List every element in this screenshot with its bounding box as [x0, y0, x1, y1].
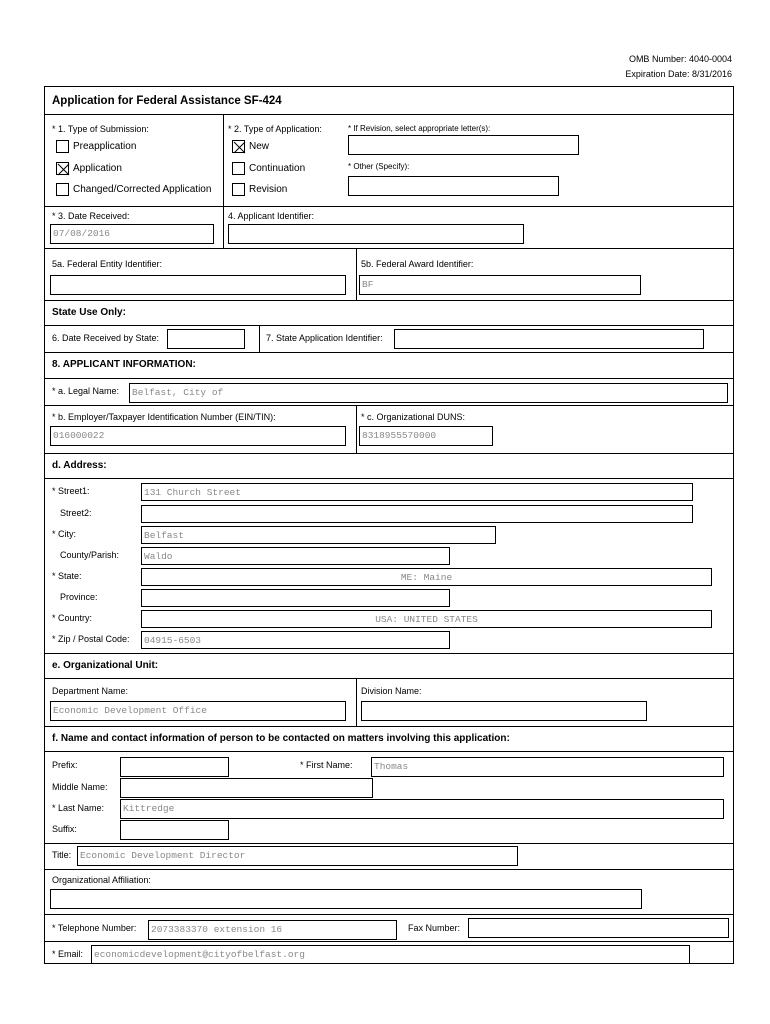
expiration-date: Expiration Date: 8/31/2016	[625, 69, 732, 79]
country-select[interactable]: USA: UNITED STATES	[141, 610, 712, 628]
duns-input[interactable]: 8318955570000	[359, 426, 493, 446]
affiliation-input[interactable]	[50, 889, 642, 909]
federal-entity-label: 5a. Federal Entity Identifier:	[52, 259, 163, 269]
other-specify-input[interactable]	[348, 176, 559, 196]
department-label: Department Name:	[52, 686, 129, 696]
middle-name-input[interactable]	[120, 778, 373, 798]
country-label: * Country:	[52, 613, 93, 623]
ein-input[interactable]: 016000022	[50, 426, 346, 446]
province-label: Province:	[60, 592, 98, 602]
federal-award-label: 5b. Federal Award Identifier:	[361, 259, 474, 269]
last-name-label: * Last Name:	[52, 803, 105, 813]
applicant-identifier-label: 4. Applicant Identifier:	[228, 211, 315, 221]
revision-checkbox[interactable]	[232, 183, 245, 196]
changed-corrected-checkbox[interactable]	[56, 183, 69, 196]
state-app-id-input[interactable]	[394, 329, 704, 349]
date-received-label: * 3. Date Received:	[52, 211, 130, 221]
prefix-input[interactable]	[120, 757, 229, 777]
sf424-form	[44, 86, 734, 964]
address-heading: d. Address:	[52, 460, 107, 471]
street1-input[interactable]: 131 Church Street	[141, 483, 693, 501]
date-by-state-label: 6. Date Received by State:	[52, 333, 160, 343]
submission-type-label: * 1. Type of Submission:	[52, 124, 149, 134]
prefix-label: Prefix:	[52, 760, 78, 770]
form-title: Application for Federal Assistance SF-424	[52, 95, 282, 107]
legal-name-label: * a. Legal Name:	[52, 386, 120, 396]
revision-letter-input[interactable]	[348, 135, 579, 155]
continuation-label: Continuation	[249, 163, 306, 174]
zip-input[interactable]: 04915-6503	[141, 631, 450, 649]
email-label: * Email:	[52, 949, 84, 959]
new-label: New	[249, 141, 270, 152]
suffix-label: Suffix:	[52, 824, 77, 834]
other-specify-label: * Other (Specify):	[348, 162, 410, 171]
application-type-label: * 2. Type of Application:	[228, 124, 322, 134]
preapplication-label: Preapplication	[73, 141, 137, 152]
street2-label: Street2:	[60, 508, 92, 518]
province-input[interactable]	[141, 589, 450, 607]
city-label: * City:	[52, 529, 77, 539]
contact-heading: f. Name and contact information of person to be contacted on matters involving this application:	[52, 733, 510, 744]
fax-label: Fax Number:	[408, 923, 461, 933]
street2-input[interactable]	[141, 505, 693, 523]
title-label: Title:	[52, 850, 72, 860]
federal-entity-input[interactable]	[50, 275, 346, 295]
first-name-label: * First Name:	[300, 760, 353, 770]
fax-input[interactable]	[468, 918, 729, 938]
email-input[interactable]: economicdevelopment@cityofbelfast.org	[91, 945, 690, 964]
state-app-id-label: 7. State Application Identifier:	[266, 333, 383, 343]
application-label: Application	[73, 163, 122, 174]
county-label: County/Parish:	[60, 550, 120, 560]
applicant-info-heading: 8. APPLICANT INFORMATION:	[52, 359, 196, 370]
affiliation-label: Organizational Affiliation:	[52, 875, 151, 885]
department-input[interactable]: Economic Development Office	[50, 701, 346, 721]
first-name-input[interactable]: Thomas	[371, 757, 724, 777]
state-label: * State:	[52, 571, 82, 581]
zip-label: * Zip / Postal Code:	[52, 634, 130, 644]
telephone-label: * Telephone Number:	[52, 923, 137, 933]
suffix-input[interactable]	[120, 820, 229, 840]
federal-award-input[interactable]: BF	[359, 275, 641, 295]
preapplication-checkbox[interactable]	[56, 140, 69, 153]
legal-name-input[interactable]: Belfast, City of	[129, 383, 728, 403]
last-name-input[interactable]: Kittredge	[120, 799, 724, 819]
middle-name-label: Middle Name:	[52, 782, 108, 792]
applicant-identifier-input[interactable]	[228, 224, 524, 244]
revision-label: Revision	[249, 184, 288, 195]
title-input[interactable]: Economic Development Director	[77, 846, 518, 866]
telephone-input[interactable]: 2073383370 extension 16	[148, 920, 397, 940]
county-input[interactable]: Waldo	[141, 547, 450, 565]
application-checkbox[interactable]	[56, 162, 69, 175]
date-received-input[interactable]: 07/08/2016	[50, 224, 214, 244]
org-unit-heading: e. Organizational Unit:	[52, 660, 159, 671]
continuation-checkbox[interactable]	[232, 162, 245, 175]
checked-x-icon	[57, 163, 70, 176]
date-by-state-input[interactable]	[167, 329, 245, 349]
changed-corrected-label: Changed/Corrected Application	[73, 184, 212, 195]
street1-label: * Street1:	[52, 486, 90, 496]
omb-number: OMB Number: 4040-0004	[628, 54, 732, 64]
duns-label: * c. Organizational DUNS:	[361, 412, 466, 422]
division-input[interactable]	[361, 701, 647, 721]
state-select[interactable]: ME: Maine	[141, 568, 712, 586]
new-checkbox[interactable]	[232, 140, 245, 153]
division-label: Division Name:	[361, 686, 422, 696]
state-use-heading: State Use Only:	[52, 307, 126, 318]
ein-label: * b. Employer/Taxpayer Identification Number (EIN/TIN):	[52, 412, 276, 422]
revision-letter-label: * If Revision, select appropriate letter(s):	[348, 124, 491, 133]
checked-x-icon	[233, 141, 246, 154]
city-input[interactable]: Belfast	[141, 526, 496, 544]
